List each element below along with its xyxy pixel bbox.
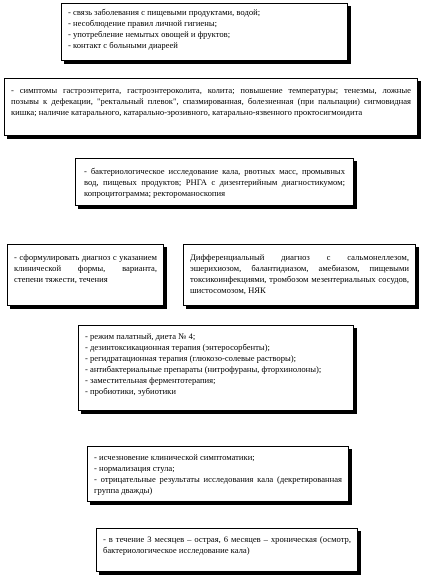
treatment-item: - пробиотики, эубиотики (85, 386, 176, 396)
treatment-item: - дезинтоксикационная терапия (энтеросорбенты); (85, 342, 270, 352)
causes-box (61, 3, 348, 61)
diagnosis-text: - сформулировать диагноз с указанием клинической формы, варианта, степени тяжести, течения (14, 252, 157, 284)
cause-item: - несоблюдение правил личной гигиены; (68, 18, 218, 28)
discharge-box (87, 446, 349, 502)
diagnostics-box (75, 158, 354, 206)
cause-item: - употребление немытых овощей и фруктов; (68, 29, 231, 39)
diagnosis-box (7, 244, 164, 306)
treatment-item: - антибактериальные препараты (нитрофураны, фторхинолоны); (85, 364, 322, 374)
diagnostics-text: - бактериологическое исследование кала, рвотных масс, промывных вод, пищевых продуктов; РНГА с дизентерийным диагностикумом; копроцитограмма; ректороманоскопия (84, 166, 345, 198)
discharge-item: - нормализация стула; (94, 463, 175, 473)
symptoms-text: - симптомы гастроэнтерита, гастроэнтероколита, колита; повышение температуры; тенезмы, ложные позывы к дефекации, "ректальный плевок", спазмированная, болезненная (при пальпации) сигмовидная кишка; наличие катарального, катарально-эрозивного, катарально-язвенного проктосигмоидита (11, 85, 411, 117)
followup-text: - в течение 3 месяцев – острая, 6 месяцев – хроническая (осмотр, бактериологическое исследование кала) (103, 534, 351, 555)
differential-box (183, 244, 416, 306)
cause-item: - связь заболевания с пищевыми продуктами, водой; (68, 7, 261, 17)
treatment-box (78, 325, 354, 411)
discharge-item: - исчезновение клинической симптоматики; (94, 452, 255, 462)
differential-text: Дифференциальный диагноз с сальмонеллезом, эшерихиозом, балантидиазом, амебиазом, пищевыми токсикоинфекциями, тромбозом мезентериальных сосудов, шистосомозом, НЯК (190, 252, 409, 295)
followup-box (96, 528, 358, 572)
symptoms-box (4, 78, 418, 136)
treatment-item: - регидратационная терапия (глюкозо-солевые растворы); (85, 353, 297, 363)
cause-item: - контакт с больными диареей (68, 40, 178, 50)
treatment-item: - режим палатный, диета № 4; (85, 331, 196, 341)
discharge-item: - отрицательные результаты исследования кала (декретированная группа дважды) (94, 474, 342, 495)
treatment-item: - заместительная ферментотерапия; (85, 375, 216, 385)
